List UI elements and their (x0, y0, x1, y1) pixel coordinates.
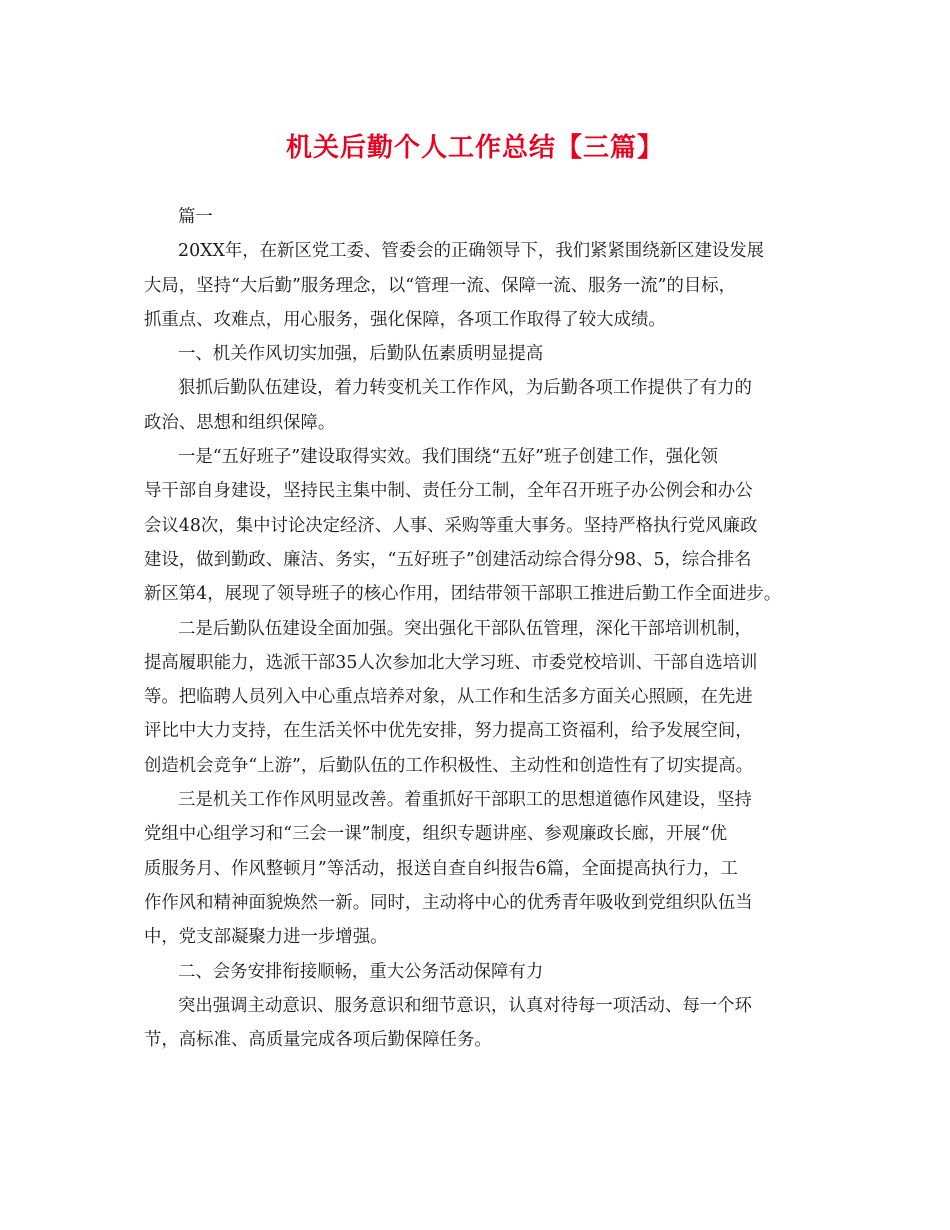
paragraph-line: 等。把临聘人员列入中心重点培养对象，从工作和生活多方面关心照顾，在先进 (144, 687, 753, 708)
paragraph-line: 新区第4，展现了领导班子的核心作用，团结带领干部职工推进后勤工作全面进步。 (144, 584, 782, 605)
document-body (144, 200, 822, 1057)
paragraph-team-building (144, 612, 822, 783)
paragraph-line: 政治、思想和组织保障。 (144, 412, 336, 433)
paragraph-line: 大局，坚持“大后勤”服务理念，以“管理一流、保障一流、服务一流”的目标， (144, 275, 737, 296)
paragraph-line: 一、机关作风切实加强，后勤队伍素质明显提高 (178, 344, 544, 365)
paragraph-line: 二是后勤队伍建设全面加强。突出强化干部队伍管理，深化干部培训机制， (178, 618, 752, 639)
paragraph-line: 三是机关工作作风明显改善。着重抓好干部职工的思想道德作风建设，坚持 (178, 790, 752, 811)
paragraph-section-1-intro (144, 371, 822, 440)
paragraph-line: 中，党支部凝聚力进一步增强。 (144, 927, 388, 948)
paragraph-line: 抓重点、攻难点，用心服务，强化保障，各项工作取得了较大成绩。 (144, 309, 666, 330)
paragraph-line: 20XX年，在新区党工委、管委会的正确领导下，我们紧紧围绕新区建设发展 (178, 241, 765, 262)
section-heading-2 (144, 955, 822, 989)
paragraph-line: 篇一 (178, 207, 213, 227)
paragraph-line: 提高履职能力，选派干部35人次参加北大学习班、市委党校培训、干部自选培训 (144, 652, 758, 673)
paragraph-line: 节，高标准、高质量完成各项后勤保障任务。 (144, 1030, 492, 1051)
paragraph-line: 质服务月、作风整顿月”等活动，报送自查自纠报告6篇，全面提高执行力，工 (144, 858, 738, 879)
paragraph-line: 评比中大力支持，在生活关怀中优先安排，努力提高工资福利，给予发展空间， (144, 721, 753, 742)
paragraph-section-2-intro (144, 989, 822, 1058)
paragraph-work-style (144, 783, 822, 954)
paragraph-line: 作作风和精神面貌焕然一新。同时，主动将中心的优秀青年吸收到党组织队伍当 (144, 892, 753, 913)
paragraph-line: 一是“五好班子”建设取得实效。我们围绕“五好”班子创建工作，强化领 (178, 447, 718, 468)
paragraph-line: 建设，做到勤政、廉洁、务实，“五好班子”创建活动综合得分98、5，综合排名 (144, 549, 752, 570)
paragraph-heading-pian-yi (144, 200, 822, 234)
paragraph-line: 狠抓后勤队伍建设，着力转变机关工作作风，为后勤各项工作提供了有力的 (178, 378, 752, 399)
paragraph-line: 突出强调主动意识、服务意识和细节意识，认真对待每一项活动、每一个环 (178, 995, 752, 1016)
paragraph-line: 会议48次，集中讨论决定经济、人事、采购等重大事务。坚持严格执行党风廉政 (144, 515, 758, 536)
paragraph-intro (144, 234, 822, 337)
paragraph-line: 导干部自身建设，坚持民主集中制、责任分工制，全年召开班子办公例会和办公 (144, 481, 753, 502)
document-title: 机关后勤个人工作总结【三篇】 (285, 133, 664, 163)
paragraph-line: 二、会务安排衔接顺畅，重大公务活动保障有力 (178, 961, 544, 982)
paragraph-line: 党组中心组学习和“三会一课”制度，组织专题讲座、参观廉政长廊，开展“优 (144, 824, 728, 845)
paragraph-line: 创造机会竞争“上游”，后勤队伍的工作积极性、主动性和创造性有了切实提高。 (144, 755, 754, 776)
paragraph-five-good-team (144, 440, 822, 611)
section-heading-1 (144, 337, 822, 371)
